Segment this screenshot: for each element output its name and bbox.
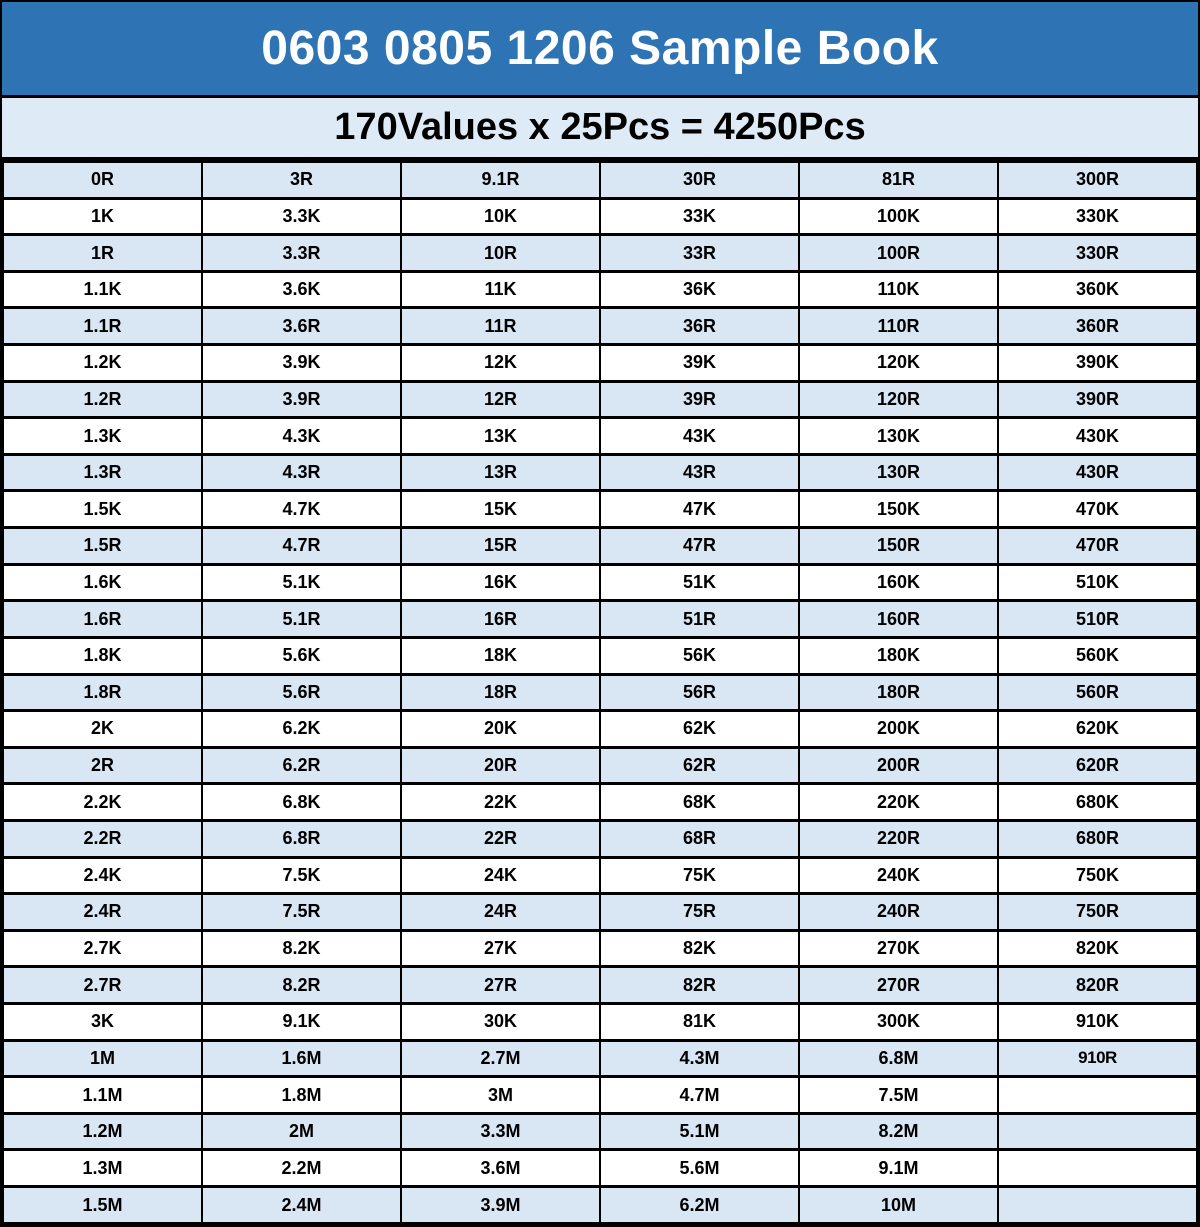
value-cell: 1.8K	[3, 637, 202, 674]
value-cell: 1.3R	[3, 454, 202, 491]
value-cell: 7.5M	[799, 1077, 998, 1114]
value-cell: 43K	[600, 418, 799, 455]
value-cell: 3K	[3, 1004, 202, 1041]
table-row	[3, 820, 1197, 857]
value-cell: 300R	[998, 162, 1197, 199]
value-cell: 47K	[600, 491, 799, 528]
table-row	[3, 784, 1197, 821]
value-cell: 560K	[998, 637, 1197, 674]
table-row	[3, 308, 1197, 345]
table-row	[3, 747, 1197, 784]
value-cell: 1K	[3, 198, 202, 235]
value-cell: 3.9K	[202, 345, 401, 382]
value-cell: 1M	[3, 1040, 202, 1077]
value-cell: 510R	[998, 601, 1197, 638]
value-cell: 10R	[401, 235, 600, 272]
value-cell: 2.4K	[3, 857, 202, 894]
value-cell: 1.1M	[3, 1077, 202, 1114]
value-cell: 68K	[600, 784, 799, 821]
value-cell: 100R	[799, 235, 998, 272]
value-cell: 2.4R	[3, 894, 202, 931]
value-cell: 330R	[998, 235, 1197, 272]
value-cell: 1.8M	[202, 1077, 401, 1114]
value-cell: 240K	[799, 857, 998, 894]
value-cell: 1.1R	[3, 308, 202, 345]
value-cell: 75R	[600, 894, 799, 931]
values-table-body	[3, 162, 1197, 1224]
value-cell: 130R	[799, 454, 998, 491]
value-cell: 33R	[600, 235, 799, 272]
value-cell: 160K	[799, 564, 998, 601]
value-cell: 4.3R	[202, 454, 401, 491]
resistor-values-table	[2, 160, 1198, 1225]
value-cell: 3.3R	[202, 235, 401, 272]
value-cell: 75K	[600, 857, 799, 894]
value-cell: 36R	[600, 308, 799, 345]
value-cell: 470R	[998, 528, 1197, 565]
value-cell: 6.8R	[202, 820, 401, 857]
value-cell: 9.1R	[401, 162, 600, 199]
value-cell: 62K	[600, 711, 799, 748]
value-cell: 5.1R	[202, 601, 401, 638]
table-row	[3, 1187, 1197, 1224]
value-cell: 240R	[799, 894, 998, 931]
value-cell: 5.6K	[202, 637, 401, 674]
table-row	[3, 162, 1197, 199]
value-cell: 20K	[401, 711, 600, 748]
value-cell: 110R	[799, 308, 998, 345]
value-cell: 1.2M	[3, 1113, 202, 1150]
table-row	[3, 271, 1197, 308]
value-cell: 27K	[401, 930, 600, 967]
value-cell: 30K	[401, 1004, 600, 1041]
value-cell: 430R	[998, 454, 1197, 491]
table-row	[3, 930, 1197, 967]
value-cell: 6.2R	[202, 747, 401, 784]
value-cell: 270K	[799, 930, 998, 967]
value-cell: 750K	[998, 857, 1197, 894]
subtitle-text: 170Values x 25Pcs = 4250Pcs	[334, 106, 866, 148]
value-cell: 470K	[998, 491, 1197, 528]
value-cell: 150R	[799, 528, 998, 565]
value-cell: 16K	[401, 564, 600, 601]
value-cell: 47R	[600, 528, 799, 565]
value-cell: 11R	[401, 308, 600, 345]
value-cell: 7.5K	[202, 857, 401, 894]
empty-cell	[998, 1150, 1197, 1187]
value-cell: 62R	[600, 747, 799, 784]
value-cell: 30R	[600, 162, 799, 199]
value-cell: 6.8K	[202, 784, 401, 821]
table-row	[3, 454, 1197, 491]
value-cell: 270R	[799, 967, 998, 1004]
value-cell: 51K	[600, 564, 799, 601]
value-cell: 220R	[799, 820, 998, 857]
table-row	[3, 894, 1197, 931]
value-cell: 180R	[799, 674, 998, 711]
value-cell: 51R	[600, 601, 799, 638]
value-cell: 13R	[401, 454, 600, 491]
value-cell: 180K	[799, 637, 998, 674]
table-row	[3, 1150, 1197, 1187]
table-row	[3, 967, 1197, 1004]
table-row	[3, 711, 1197, 748]
value-cell: 2.7K	[3, 930, 202, 967]
value-cell: 1.2R	[3, 381, 202, 418]
value-cell: 24R	[401, 894, 600, 931]
value-cell: 4.3M	[600, 1040, 799, 1077]
value-cell: 1.5K	[3, 491, 202, 528]
table-row	[3, 1004, 1197, 1041]
value-cell: 1.8R	[3, 674, 202, 711]
value-cell: 1.1K	[3, 271, 202, 308]
table-row	[3, 637, 1197, 674]
table-row	[3, 564, 1197, 601]
table-row	[3, 1077, 1197, 1114]
value-cell: 820R	[998, 967, 1197, 1004]
table-row	[3, 1113, 1197, 1150]
value-cell: 3.3M	[401, 1113, 600, 1150]
value-cell: 4.7R	[202, 528, 401, 565]
value-cell: 2K	[3, 711, 202, 748]
value-cell: 1.2K	[3, 345, 202, 382]
value-cell: 680R	[998, 820, 1197, 857]
empty-cell	[998, 1113, 1197, 1150]
value-cell: 39R	[600, 381, 799, 418]
value-cell: 1R	[3, 235, 202, 272]
table-row	[3, 345, 1197, 382]
value-cell: 390K	[998, 345, 1197, 382]
value-cell: 8.2R	[202, 967, 401, 1004]
value-cell: 5.6M	[600, 1150, 799, 1187]
value-cell: 120K	[799, 345, 998, 382]
value-cell: 0R	[3, 162, 202, 199]
value-cell: 100K	[799, 198, 998, 235]
value-cell: 18K	[401, 637, 600, 674]
table-row	[3, 491, 1197, 528]
value-cell: 620K	[998, 711, 1197, 748]
value-cell: 110K	[799, 271, 998, 308]
value-cell: 3.3K	[202, 198, 401, 235]
value-cell: 16R	[401, 601, 600, 638]
value-cell: 4.7M	[600, 1077, 799, 1114]
value-cell: 9.1K	[202, 1004, 401, 1041]
page-title: 0603 0805 1206 Sample Book	[261, 22, 939, 75]
value-cell: 680K	[998, 784, 1197, 821]
value-cell: 2.2K	[3, 784, 202, 821]
value-cell: 2.2R	[3, 820, 202, 857]
value-cell: 2.2M	[202, 1150, 401, 1187]
value-cell: 150K	[799, 491, 998, 528]
value-cell: 3.9M	[401, 1187, 600, 1224]
value-cell: 56R	[600, 674, 799, 711]
value-cell: 13K	[401, 418, 600, 455]
value-cell: 330K	[998, 198, 1197, 235]
title-banner	[2, 2, 1198, 98]
subtitle-banner	[2, 98, 1198, 160]
value-cell: 4.7K	[202, 491, 401, 528]
value-cell: 750R	[998, 894, 1197, 931]
value-cell: 1.3M	[3, 1150, 202, 1187]
value-cell: 3.6M	[401, 1150, 600, 1187]
value-cell: 8.2M	[799, 1113, 998, 1150]
value-cell: 10M	[799, 1187, 998, 1224]
value-cell: 3M	[401, 1077, 600, 1114]
empty-cell	[998, 1077, 1197, 1114]
value-cell: 39K	[600, 345, 799, 382]
value-cell: 22K	[401, 784, 600, 821]
value-cell: 18R	[401, 674, 600, 711]
value-cell: 430K	[998, 418, 1197, 455]
value-cell: 82R	[600, 967, 799, 1004]
value-cell: 3R	[202, 162, 401, 199]
table-row	[3, 601, 1197, 638]
value-cell: 20R	[401, 747, 600, 784]
value-cell: 5.6R	[202, 674, 401, 711]
value-cell: 81K	[600, 1004, 799, 1041]
value-cell: 130K	[799, 418, 998, 455]
table-row	[3, 418, 1197, 455]
value-cell: 12K	[401, 345, 600, 382]
value-cell: 56K	[600, 637, 799, 674]
value-cell: 6.2K	[202, 711, 401, 748]
value-cell: 33K	[600, 198, 799, 235]
value-cell: 7.5R	[202, 894, 401, 931]
value-cell: 12R	[401, 381, 600, 418]
value-cell: 300K	[799, 1004, 998, 1041]
empty-cell	[998, 1187, 1197, 1224]
value-cell: 15R	[401, 528, 600, 565]
value-cell: 43R	[600, 454, 799, 491]
value-cell: 620R	[998, 747, 1197, 784]
value-cell: 2.7R	[3, 967, 202, 1004]
value-cell: 2.4M	[202, 1187, 401, 1224]
value-cell: 36K	[600, 271, 799, 308]
value-cell: 120R	[799, 381, 998, 418]
value-cell: 3.6K	[202, 271, 401, 308]
value-cell: 910K	[998, 1004, 1197, 1041]
value-cell: 1.5M	[3, 1187, 202, 1224]
table-row	[3, 235, 1197, 272]
value-cell: 510K	[998, 564, 1197, 601]
value-cell: 5.1M	[600, 1113, 799, 1150]
value-cell: 22R	[401, 820, 600, 857]
table-row	[3, 1040, 1197, 1077]
value-cell: 360K	[998, 271, 1197, 308]
value-cell: 910R	[998, 1040, 1197, 1077]
value-cell: 6.8M	[799, 1040, 998, 1077]
value-cell: 3.6R	[202, 308, 401, 345]
value-cell: 4.3K	[202, 418, 401, 455]
value-cell: 200K	[799, 711, 998, 748]
table-row	[3, 528, 1197, 565]
value-cell: 200R	[799, 747, 998, 784]
value-cell: 3.9R	[202, 381, 401, 418]
value-cell: 220K	[799, 784, 998, 821]
value-cell: 82K	[600, 930, 799, 967]
value-cell: 1.6M	[202, 1040, 401, 1077]
value-cell: 81R	[799, 162, 998, 199]
value-cell: 1.6R	[3, 601, 202, 638]
table-row	[3, 857, 1197, 894]
value-cell: 1.3K	[3, 418, 202, 455]
value-cell: 8.2K	[202, 930, 401, 967]
value-cell: 9.1M	[799, 1150, 998, 1187]
value-cell: 6.2M	[600, 1187, 799, 1224]
value-cell: 2R	[3, 747, 202, 784]
value-cell: 560R	[998, 674, 1197, 711]
table-row	[3, 674, 1197, 711]
value-cell: 10K	[401, 198, 600, 235]
value-cell: 68R	[600, 820, 799, 857]
value-cell: 2.7M	[401, 1040, 600, 1077]
value-cell: 24K	[401, 857, 600, 894]
table-row	[3, 198, 1197, 235]
value-cell: 5.1K	[202, 564, 401, 601]
value-cell: 1.5R	[3, 528, 202, 565]
value-cell: 2M	[202, 1113, 401, 1150]
value-cell: 390R	[998, 381, 1197, 418]
value-cell: 820K	[998, 930, 1197, 967]
value-cell: 360R	[998, 308, 1197, 345]
value-cell: 27R	[401, 967, 600, 1004]
value-cell: 1.6K	[3, 564, 202, 601]
table-row	[3, 381, 1197, 418]
value-cell: 160R	[799, 601, 998, 638]
value-cell: 11K	[401, 271, 600, 308]
value-cell: 15K	[401, 491, 600, 528]
